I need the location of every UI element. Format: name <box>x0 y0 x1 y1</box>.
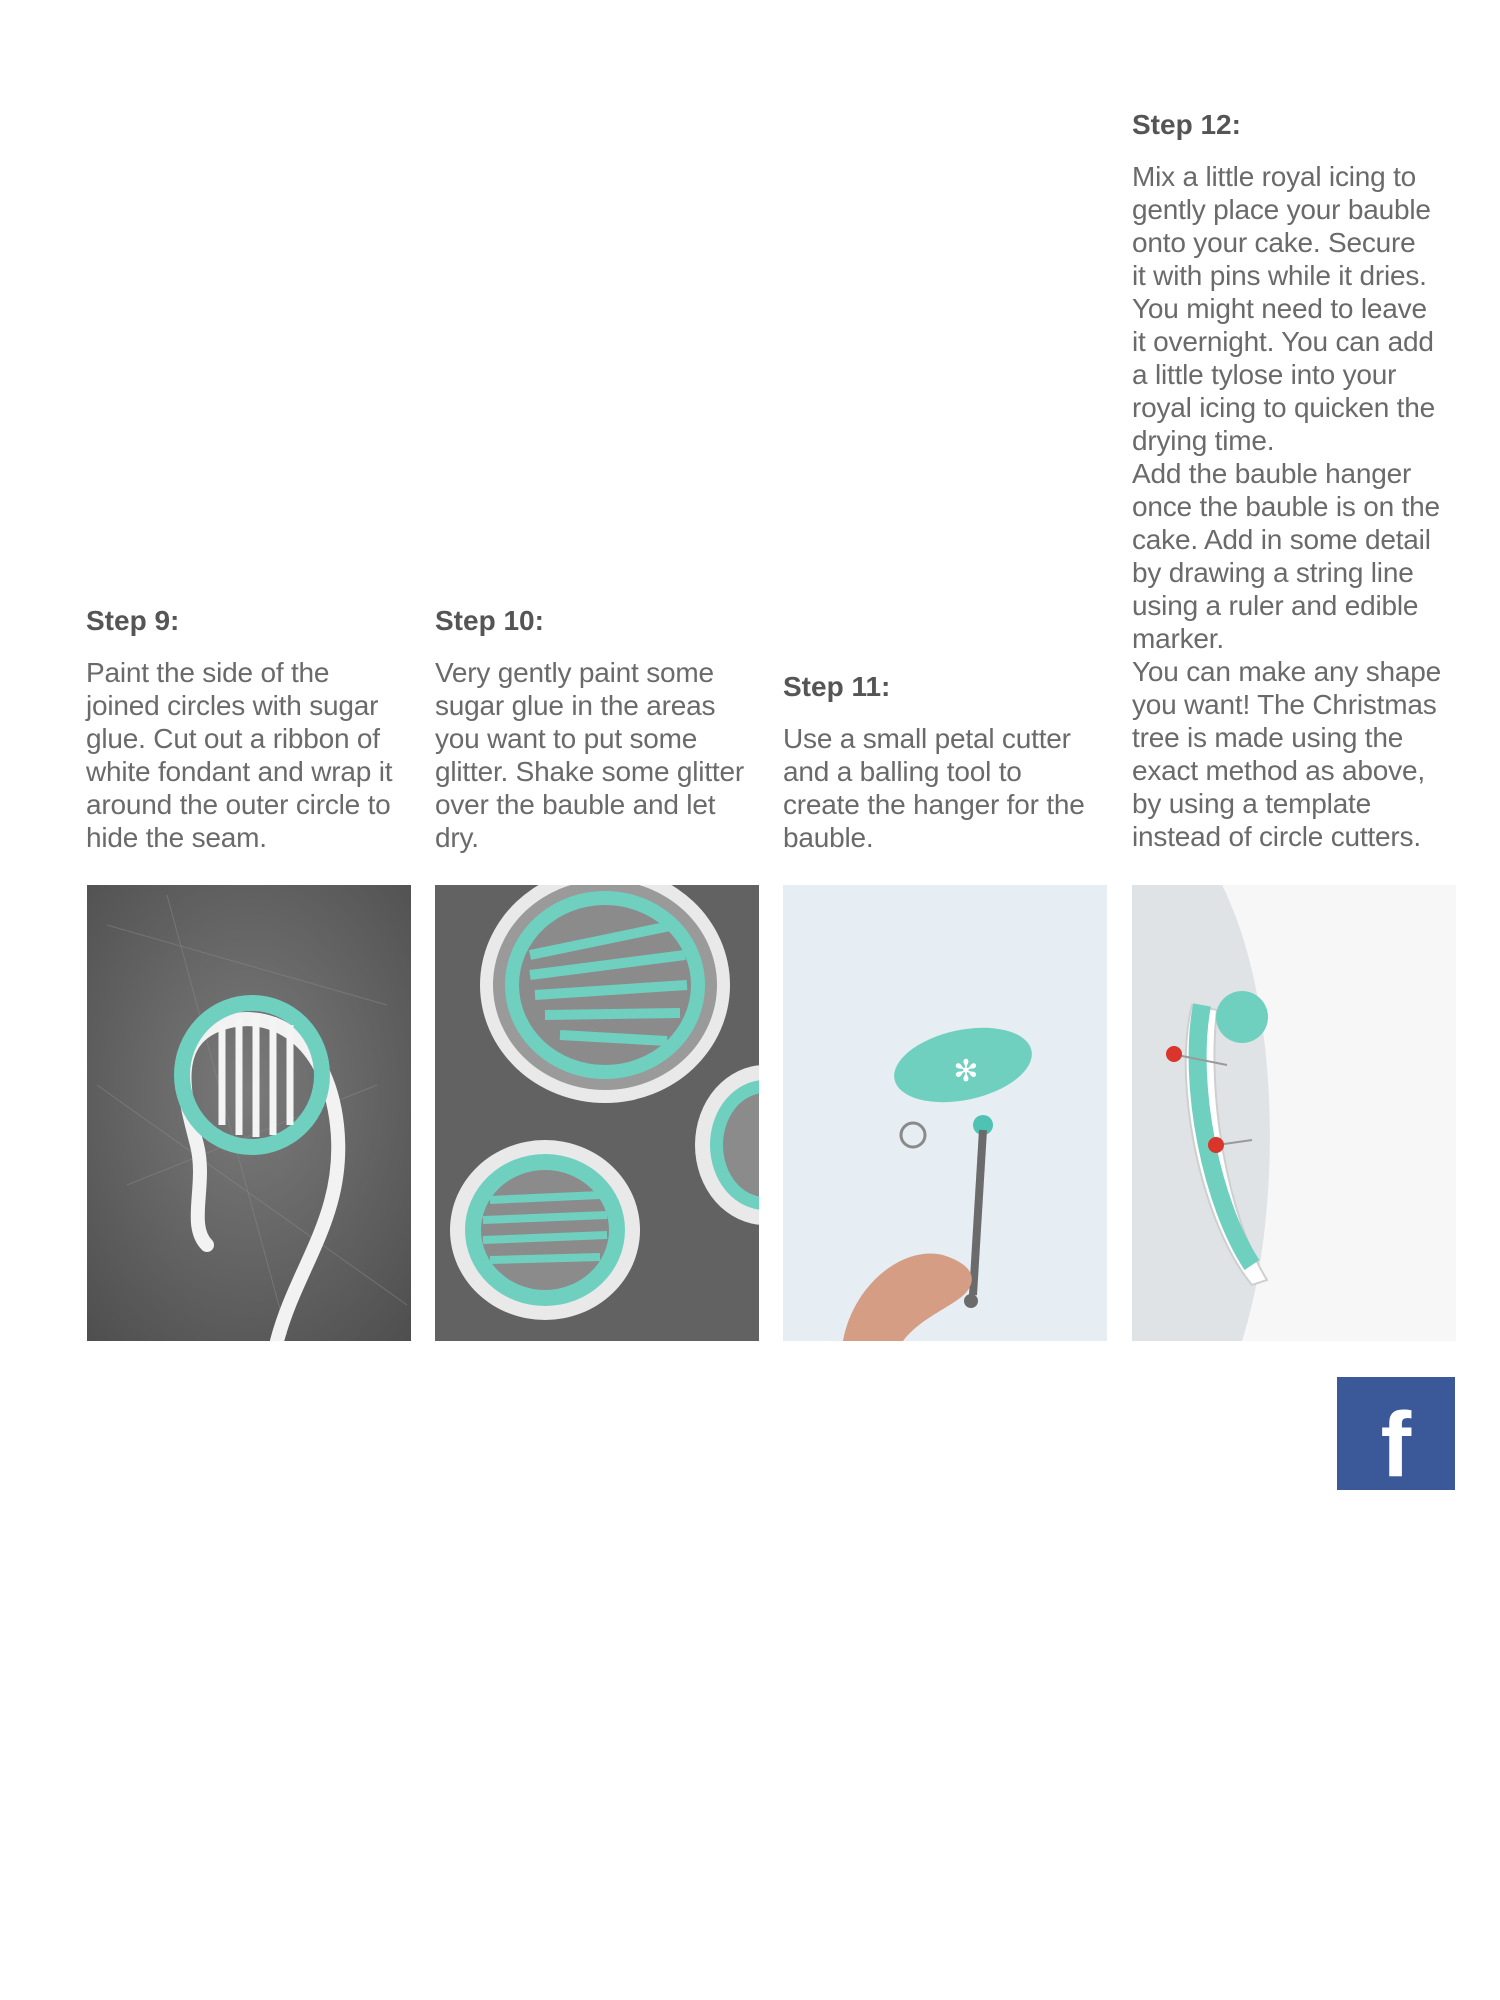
step-10-column <box>435 604 770 854</box>
step-11-photo <box>783 885 1107 1341</box>
ribbon-wrapped-bauble-image <box>87 885 411 1341</box>
step-11-title: Step 11: <box>783 671 891 702</box>
step-9-title: Step 9: <box>86 605 180 636</box>
step-10-title: Step 10: <box>435 605 544 636</box>
step-11-text: Use a small petal cutter and a balling tool to create the hanger for the bauble. <box>783 723 1085 853</box>
step-11-column <box>783 670 1118 854</box>
facebook-icon: f <box>1380 1393 1412 1496</box>
step-10-text: Very gently paint some sugar glue in the areas you want to put some glitter. Shake some glitter over the bauble and let dry. <box>435 657 744 853</box>
step-12-column <box>1132 108 1467 853</box>
step-9-photo <box>87 885 411 1341</box>
glittered-baubles-image <box>435 885 759 1341</box>
facebook-share-button[interactable] <box>1337 1377 1455 1496</box>
step-12-photo <box>1132 885 1456 1341</box>
step-9-column <box>86 604 421 854</box>
step-12-title: Step 12: <box>1132 109 1241 140</box>
step-9-text: Paint the side of the joined circles with sugar glue. Cut out a ribbon of white fondant and wrap it around the outer circle to hide the seam. <box>86 657 393 853</box>
step-10-photo <box>435 885 759 1341</box>
bauble-on-cake-image <box>1132 885 1456 1341</box>
step-12-text: Mix a little royal icing to gently place your bauble onto your cake. Secure it with pins while it dries. You might need to leave it overnight. You can add a little tylose into your royal icing to quicken the drying time. Add the bauble hanger once the bauble is on the cake. Add in some detail by drawing a string line using a ruler and edible marker. You can make any shape you want! The Christmas tree is made using the exact method as above, by using a template instead of circle cutters. <box>1132 161 1442 852</box>
hanger-making-image <box>783 885 1107 1341</box>
svg-text:✻: ✻ <box>953 1054 979 1089</box>
